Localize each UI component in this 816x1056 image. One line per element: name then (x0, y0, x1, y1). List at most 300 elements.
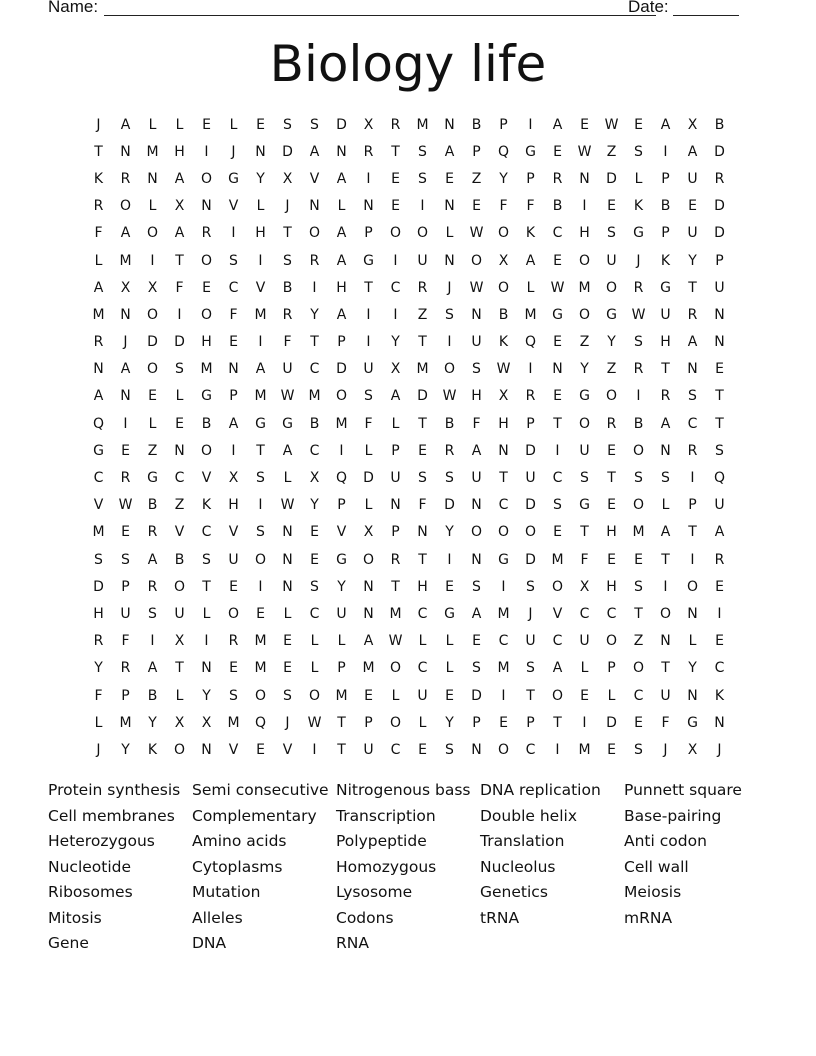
grid-letter[interactable]: E (148, 388, 157, 405)
grid-letter[interactable]: G (255, 415, 266, 432)
grid-letter[interactable]: D (606, 170, 617, 187)
grid-letter[interactable]: W (631, 306, 646, 323)
grid-letter[interactable]: S (229, 687, 238, 704)
grid-letter[interactable]: O (497, 225, 510, 242)
grid-letter[interactable]: B (714, 116, 725, 133)
grid-letter[interactable]: N (714, 714, 725, 731)
grid-letter[interactable]: L (310, 660, 319, 677)
grid-letter[interactable]: E (580, 116, 589, 133)
grid-letter[interactable]: G (282, 415, 293, 432)
grid-letter[interactable]: N (471, 306, 482, 323)
grid-letter[interactable]: I (339, 442, 344, 459)
grid-letter[interactable]: I (393, 306, 398, 323)
grid-letter[interactable]: A (174, 225, 185, 242)
grid-letter[interactable]: S (418, 470, 427, 487)
grid-letter[interactable]: S (472, 660, 481, 677)
grid-letter[interactable]: S (715, 442, 724, 459)
grid-letter[interactable]: E (715, 633, 724, 650)
grid-letter[interactable]: N (444, 252, 455, 269)
grid-letter[interactable]: H (336, 279, 347, 296)
grid-letter[interactable]: Y (94, 660, 103, 677)
grid-letter[interactable]: M (416, 116, 429, 133)
grid-letter[interactable]: A (687, 143, 698, 160)
grid-letter[interactable]: O (389, 714, 402, 731)
grid-letter[interactable]: D (525, 497, 536, 514)
grid-letter[interactable]: I (366, 306, 371, 323)
grid-letter[interactable]: P (607, 660, 616, 677)
grid-letter[interactable]: U (390, 470, 401, 487)
grid-letter[interactable]: W (577, 143, 592, 160)
grid-letter[interactable]: D (606, 714, 617, 731)
grid-letter[interactable]: N (363, 578, 374, 595)
grid-letter[interactable]: G (660, 279, 671, 296)
grid-letter[interactable]: E (364, 687, 373, 704)
grid-letter[interactable]: T (175, 660, 184, 677)
grid-letter[interactable]: W (280, 497, 295, 514)
grid-letter[interactable]: M (362, 660, 375, 677)
grid-letter[interactable]: I (501, 578, 506, 595)
grid-letter[interactable]: G (147, 470, 158, 487)
grid-letter[interactable]: I (123, 415, 128, 432)
grid-letter[interactable]: T (337, 714, 346, 731)
grid-letter[interactable]: E (715, 578, 724, 595)
grid-letter[interactable]: E (229, 334, 238, 351)
grid-letter[interactable]: F (283, 334, 292, 351)
grid-letter[interactable]: R (201, 225, 212, 242)
grid-letter[interactable]: U (660, 306, 671, 323)
grid-letter[interactable]: B (282, 279, 293, 296)
grid-letter[interactable]: O (200, 170, 213, 187)
grid-letter[interactable]: S (202, 551, 211, 568)
grid-letter[interactable]: M (497, 660, 510, 677)
grid-letter[interactable]: I (258, 497, 263, 514)
grid-letter[interactable]: N (93, 361, 104, 378)
grid-letter[interactable]: U (687, 225, 698, 242)
grid-letter[interactable]: N (174, 442, 185, 459)
grid-letter[interactable]: C (174, 470, 185, 487)
grid-letter[interactable]: K (633, 198, 644, 215)
grid-letter[interactable]: N (552, 361, 563, 378)
grid-letter[interactable]: J (528, 605, 533, 622)
grid-letter[interactable]: F (580, 551, 589, 568)
grid-letter[interactable]: H (660, 334, 671, 351)
grid-letter[interactable]: C (687, 415, 698, 432)
grid-letter[interactable]: U (579, 442, 590, 459)
grid-letter[interactable]: I (366, 334, 371, 351)
grid-letter[interactable]: N (309, 198, 320, 215)
grid-letter[interactable]: A (228, 415, 239, 432)
grid-letter[interactable]: C (552, 225, 563, 242)
grid-letter[interactable]: X (309, 470, 320, 487)
grid-letter[interactable]: D (93, 578, 104, 595)
grid-letter[interactable]: F (472, 415, 481, 432)
grid-letter[interactable]: A (282, 442, 293, 459)
grid-letter[interactable]: M (416, 361, 429, 378)
grid-letter[interactable]: L (445, 633, 454, 650)
grid-letter[interactable]: Q (335, 470, 348, 487)
grid-letter[interactable]: S (283, 687, 292, 704)
grid-letter[interactable]: I (204, 633, 209, 650)
grid-letter[interactable]: T (688, 524, 697, 541)
grid-letter[interactable]: B (552, 198, 563, 215)
grid-letter[interactable]: R (687, 306, 698, 323)
grid-letter[interactable]: W (118, 497, 133, 514)
grid-letter[interactable]: E (418, 741, 427, 758)
grid-letter[interactable]: R (633, 279, 644, 296)
grid-letter[interactable]: N (444, 116, 455, 133)
grid-letter[interactable]: B (174, 551, 185, 568)
grid-letter[interactable]: E (472, 198, 481, 215)
grid-letter[interactable]: Q (524, 334, 537, 351)
grid-letter[interactable]: E (607, 551, 616, 568)
grid-letter[interactable]: T (526, 687, 535, 704)
grid-letter[interactable]: L (661, 497, 670, 514)
grid-letter[interactable]: B (147, 687, 158, 704)
grid-letter[interactable]: B (633, 415, 644, 432)
grid-letter[interactable]: L (445, 225, 454, 242)
grid-letter[interactable]: A (444, 143, 455, 160)
grid-letter[interactable]: M (200, 361, 213, 378)
grid-letter[interactable]: G (336, 551, 347, 568)
grid-letter[interactable]: R (525, 388, 536, 405)
grid-letter[interactable]: R (147, 578, 158, 595)
grid-letter[interactable]: R (228, 633, 239, 650)
grid-letter[interactable]: O (389, 660, 402, 677)
grid-letter[interactable]: T (661, 660, 670, 677)
grid-letter[interactable]: Y (688, 660, 697, 677)
grid-letter[interactable]: G (444, 605, 455, 622)
grid-letter[interactable]: E (445, 687, 454, 704)
grid-letter[interactable]: E (391, 198, 400, 215)
grid-letter[interactable]: N (201, 660, 212, 677)
grid-letter[interactable]: C (309, 361, 320, 378)
grid-letter[interactable]: L (337, 198, 346, 215)
grid-letter[interactable]: S (418, 170, 427, 187)
grid-letter[interactable]: O (173, 741, 186, 758)
grid-letter[interactable]: C (309, 605, 320, 622)
grid-letter[interactable]: C (714, 660, 725, 677)
grid-letter[interactable]: L (364, 442, 373, 459)
grid-letter[interactable]: I (555, 442, 560, 459)
grid-letter[interactable]: R (93, 334, 104, 351)
grid-letter[interactable]: X (687, 741, 698, 758)
grid-letter[interactable]: G (552, 306, 563, 323)
grid-letter[interactable]: C (498, 497, 509, 514)
grid-letter[interactable]: Z (417, 306, 428, 323)
grid-letter[interactable]: I (447, 551, 452, 568)
grid-letter[interactable]: N (282, 524, 293, 541)
grid-letter[interactable]: B (660, 198, 671, 215)
grid-letter[interactable]: D (525, 551, 536, 568)
grid-letter[interactable]: E (283, 633, 292, 650)
grid-letter[interactable]: I (663, 578, 668, 595)
grid-letter[interactable]: I (231, 442, 236, 459)
grid-letter[interactable]: T (418, 551, 427, 568)
grid-letter[interactable]: R (660, 388, 671, 405)
grid-letter[interactable]: O (416, 225, 429, 242)
grid-letter[interactable]: M (119, 252, 132, 269)
grid-letter[interactable]: Y (580, 361, 589, 378)
grid-letter[interactable]: O (119, 198, 132, 215)
grid-letter[interactable]: O (578, 252, 591, 269)
grid-letter[interactable]: N (282, 551, 293, 568)
grid-letter[interactable]: C (417, 605, 428, 622)
grid-letter[interactable]: L (418, 633, 427, 650)
grid-letter[interactable]: E (634, 551, 643, 568)
grid-letter[interactable]: M (308, 388, 321, 405)
grid-letter[interactable]: N (201, 198, 212, 215)
grid-letter[interactable]: E (607, 442, 616, 459)
grid-letter[interactable]: L (229, 116, 238, 133)
grid-letter[interactable]: A (363, 633, 374, 650)
grid-letter[interactable]: U (714, 279, 725, 296)
grid-letter[interactable]: O (632, 497, 645, 514)
grid-letter[interactable]: N (336, 143, 347, 160)
grid-letter[interactable]: V (336, 524, 347, 541)
grid-letter[interactable]: D (444, 497, 455, 514)
grid-letter[interactable]: B (444, 415, 455, 432)
grid-letter[interactable]: O (551, 578, 564, 595)
grid-letter[interactable]: E (121, 524, 130, 541)
grid-letter[interactable]: D (417, 388, 428, 405)
grid-letter[interactable]: O (686, 578, 699, 595)
grid-letter[interactable]: V (309, 170, 320, 187)
grid-letter[interactable]: O (497, 524, 510, 541)
grid-letter[interactable]: B (147, 497, 158, 514)
grid-letter[interactable]: X (147, 279, 158, 296)
grid-letter[interactable]: D (714, 198, 725, 215)
grid-letter[interactable]: H (579, 225, 590, 242)
grid-letter[interactable]: L (175, 687, 184, 704)
grid-letter[interactable]: I (177, 306, 182, 323)
grid-letter[interactable]: T (175, 252, 184, 269)
grid-letter[interactable]: E (688, 198, 697, 215)
grid-letter[interactable]: T (94, 143, 103, 160)
grid-letter[interactable]: E (175, 415, 184, 432)
grid-letter[interactable]: N (120, 143, 131, 160)
grid-letter[interactable]: H (201, 334, 212, 351)
grid-letter[interactable]: E (445, 578, 454, 595)
grid-letter[interactable]: S (526, 660, 535, 677)
grid-letter[interactable]: F (94, 225, 103, 242)
grid-letter[interactable]: O (200, 442, 213, 459)
grid-letter[interactable]: A (552, 660, 563, 677)
grid-letter[interactable]: E (256, 605, 265, 622)
grid-letter[interactable]: C (417, 660, 428, 677)
grid-letter[interactable]: Y (202, 687, 211, 704)
grid-letter[interactable]: O (173, 578, 186, 595)
grid-letter[interactable]: G (363, 252, 374, 269)
grid-letter[interactable]: H (228, 497, 239, 514)
grid-letter[interactable]: O (254, 551, 267, 568)
grid-letter[interactable]: N (687, 361, 698, 378)
grid-letter[interactable]: Y (499, 170, 508, 187)
grid-letter[interactable]: P (337, 334, 346, 351)
grid-letter[interactable]: P (661, 170, 670, 187)
grid-letter[interactable]: Y (121, 741, 130, 758)
grid-letter[interactable]: N (147, 170, 158, 187)
grid-letter[interactable]: V (93, 497, 104, 514)
grid-letter[interactable]: L (175, 388, 184, 405)
grid-letter[interactable]: H (93, 605, 104, 622)
grid-letter[interactable]: L (526, 279, 535, 296)
grid-letter[interactable]: S (94, 551, 103, 568)
grid-letter[interactable]: Q (254, 714, 267, 731)
grid-letter[interactable]: S (688, 388, 697, 405)
grid-letter[interactable]: E (472, 633, 481, 650)
grid-letter[interactable]: N (228, 361, 239, 378)
grid-letter[interactable]: P (121, 578, 130, 595)
grid-letter[interactable]: K (498, 334, 509, 351)
grid-letter[interactable]: L (256, 198, 265, 215)
grid-letter[interactable]: S (229, 252, 238, 269)
grid-letter[interactable]: H (174, 143, 185, 160)
grid-letter[interactable]: P (229, 388, 238, 405)
grid-letter[interactable]: N (417, 524, 428, 541)
grid-letter[interactable]: F (175, 279, 184, 296)
grid-letter[interactable]: S (310, 578, 319, 595)
grid-letter[interactable]: E (499, 714, 508, 731)
grid-letter[interactable]: P (688, 497, 697, 514)
grid-letter[interactable]: O (362, 551, 375, 568)
grid-letter[interactable]: H (498, 415, 509, 432)
grid-letter[interactable]: A (120, 225, 131, 242)
grid-letter[interactable]: O (605, 279, 618, 296)
grid-letter[interactable]: E (391, 170, 400, 187)
grid-letter[interactable]: E (607, 497, 616, 514)
grid-letter[interactable]: T (553, 714, 562, 731)
grid-letter[interactable]: Z (174, 497, 185, 514)
grid-letter[interactable]: C (579, 605, 590, 622)
grid-letter[interactable]: O (227, 605, 240, 622)
grid-letter[interactable]: V (228, 524, 239, 541)
grid-letter[interactable]: D (147, 334, 158, 351)
grid-letter[interactable]: O (443, 361, 456, 378)
grid-letter[interactable]: E (256, 741, 265, 758)
grid-letter[interactable]: J (717, 741, 722, 758)
grid-letter[interactable]: T (688, 279, 697, 296)
grid-letter[interactable]: P (364, 714, 373, 731)
grid-letter[interactable]: R (93, 633, 104, 650)
grid-letter[interactable]: E (283, 660, 292, 677)
grid-letter[interactable]: T (499, 470, 508, 487)
grid-letter[interactable]: T (715, 388, 724, 405)
grid-letter[interactable]: H (255, 225, 266, 242)
grid-letter[interactable]: W (280, 388, 295, 405)
grid-letter[interactable]: P (715, 252, 724, 269)
grid-letter[interactable]: D (714, 143, 725, 160)
date-blank-line[interactable] (673, 15, 739, 16)
grid-letter[interactable]: X (498, 252, 509, 269)
grid-letter[interactable]: J (285, 714, 290, 731)
grid-letter[interactable]: I (258, 334, 263, 351)
grid-letter[interactable]: I (582, 714, 587, 731)
grid-letter[interactable]: M (146, 143, 159, 160)
grid-letter[interactable]: X (120, 279, 131, 296)
grid-letter[interactable]: W (550, 279, 565, 296)
grid-letter[interactable]: S (607, 225, 616, 242)
grid-letter[interactable]: Y (337, 578, 346, 595)
grid-letter[interactable]: O (389, 225, 402, 242)
grid-letter[interactable]: L (310, 633, 319, 650)
grid-letter[interactable]: S (472, 578, 481, 595)
grid-letter[interactable]: M (524, 306, 537, 323)
grid-letter[interactable]: W (307, 714, 322, 731)
grid-letter[interactable]: R (282, 306, 293, 323)
grid-letter[interactable]: D (363, 470, 374, 487)
grid-letter[interactable]: G (93, 442, 104, 459)
grid-letter[interactable]: G (228, 170, 239, 187)
grid-letter[interactable]: I (690, 551, 695, 568)
grid-letter[interactable]: M (227, 714, 240, 731)
grid-letter[interactable]: Y (688, 252, 697, 269)
grid-letter[interactable]: X (498, 388, 509, 405)
grid-letter[interactable]: U (417, 252, 428, 269)
grid-letter[interactable]: X (390, 361, 401, 378)
grid-letter[interactable]: M (254, 633, 267, 650)
grid-letter[interactable]: X (282, 170, 293, 187)
grid-letter[interactable]: U (660, 687, 671, 704)
grid-letter[interactable]: K (147, 741, 158, 758)
grid-letter[interactable]: P (472, 714, 481, 731)
grid-letter[interactable]: B (309, 415, 320, 432)
grid-letter[interactable]: E (310, 551, 319, 568)
grid-letter[interactable]: A (471, 605, 482, 622)
grid-letter[interactable]: O (470, 252, 483, 269)
grid-letter[interactable]: E (553, 524, 562, 541)
grid-letter[interactable]: B (498, 306, 509, 323)
grid-letter[interactable]: P (121, 687, 130, 704)
grid-letter[interactable]: S (256, 524, 265, 541)
grid-letter[interactable]: X (363, 116, 374, 133)
grid-letter[interactable]: E (634, 714, 643, 731)
grid-letter[interactable]: T (256, 442, 265, 459)
grid-letter[interactable]: N (201, 741, 212, 758)
grid-letter[interactable]: P (364, 225, 373, 242)
grid-letter[interactable]: L (688, 633, 697, 650)
grid-letter[interactable]: M (335, 687, 348, 704)
grid-letter[interactable]: Q (497, 143, 510, 160)
grid-letter[interactable]: M (632, 524, 645, 541)
grid-letter[interactable]: O (605, 388, 618, 405)
grid-letter[interactable]: F (94, 687, 103, 704)
grid-letter[interactable]: C (498, 633, 509, 650)
grid-letter[interactable]: I (717, 605, 722, 622)
grid-letter[interactable]: G (579, 497, 590, 514)
grid-letter[interactable]: E (418, 442, 427, 459)
grid-letter[interactable]: O (200, 252, 213, 269)
grid-letter[interactable]: Q (92, 415, 105, 432)
grid-letter[interactable]: I (528, 116, 533, 133)
grid-letter[interactable]: S (526, 578, 535, 595)
grid-letter[interactable]: H (606, 524, 617, 541)
grid-letter[interactable]: L (283, 605, 292, 622)
grid-letter[interactable]: K (201, 497, 212, 514)
grid-letter[interactable]: T (607, 470, 616, 487)
grid-letter[interactable]: R (120, 170, 131, 187)
grid-letter[interactable]: M (578, 279, 591, 296)
grid-letter[interactable]: U (363, 741, 374, 758)
grid-letter[interactable]: J (123, 334, 128, 351)
grid-letter[interactable]: S (283, 252, 292, 269)
grid-letter[interactable]: E (202, 279, 211, 296)
grid-letter[interactable]: A (147, 660, 158, 677)
grid-letter[interactable]: T (391, 578, 400, 595)
grid-letter[interactable]: D (714, 225, 725, 242)
grid-letter[interactable]: I (420, 198, 425, 215)
grid-letter[interactable]: E (607, 198, 616, 215)
grid-letter[interactable]: J (96, 741, 101, 758)
